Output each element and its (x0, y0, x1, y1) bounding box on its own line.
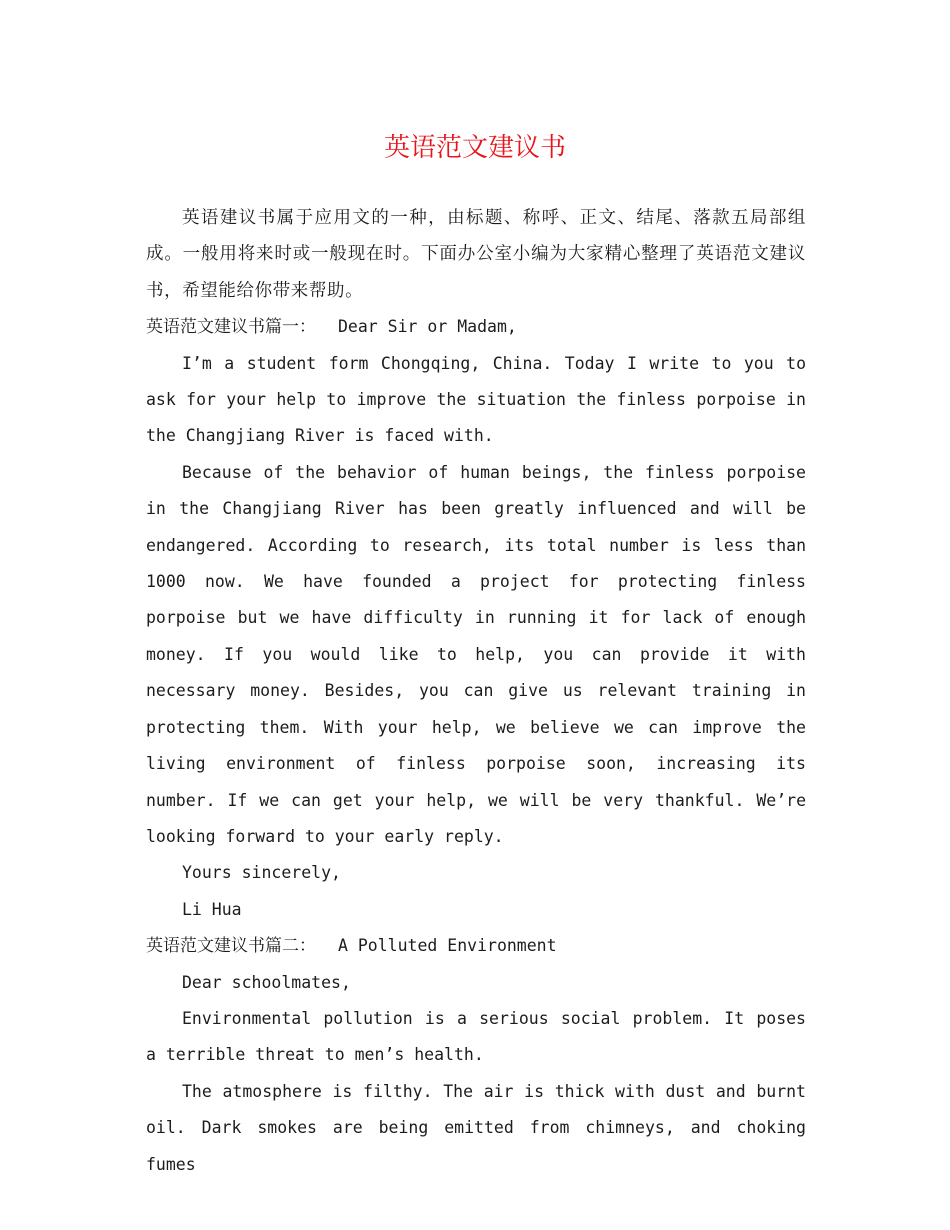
section1-closing: Yours sincerely, (182, 863, 341, 883)
section1-signature: Li Hua (182, 899, 242, 919)
section2-heading: A Polluted Environment (338, 936, 557, 956)
document-title: 英语范文建议书 (383, 133, 566, 163)
section1-header (146, 309, 806, 345)
intro-paragraph: 英语建议书属于应用文的一种，由标题、称呼、正文、结尾、落款五局部组成。一般用将来时或一般现在时。下面办公室小编为大家精心整理了英语范文建议书，希望能给你带来帮助。 (146, 208, 806, 301)
section1-salutation: Dear Sir or Madam, (338, 317, 517, 337)
section2-label: 英语范文建议书篇二： (146, 936, 316, 957)
section2-header (146, 928, 806, 964)
section2-salutation: Dear schoolmates, (182, 972, 351, 992)
section1-paragraph-1: I’m a student form Chongqing, China. Today I write to you to ask for your help to improve the situation the finless porpoise in the Changjiang River is faced with. (146, 353, 806, 446)
section2-paragraph-1: Environmental pollution is a serious social problem. It poses a terrible threat to men’s health. (146, 1008, 806, 1065)
section2-paragraph-2: The atmosphere is filthy. The air is thick with dust and burnt oil. Dark smokes are being emitted from chimneys, and choking fumes (146, 1081, 806, 1174)
section1-paragraph-2: Because of the behavior of human beings, the finless porpoise in the Changjiang River has been greatly influenced and will be endangered. According to research, its total number is less than 1000 now. We have founded a project for protecting finless porpoise but we have difficulty in running it for lack of enough money. If you would like to help, you can provide it with necessary money. Besides, you can give us relevant training in protecting them. With your help, we believe we can improve the living environment of finless porpoise soon, increasing its number. If we can get your help, we will be very thankful. We’re looking forward to your early reply. (146, 462, 806, 846)
document-body (146, 200, 806, 1183)
section1-label: 英语范文建议书篇一： (146, 317, 316, 338)
